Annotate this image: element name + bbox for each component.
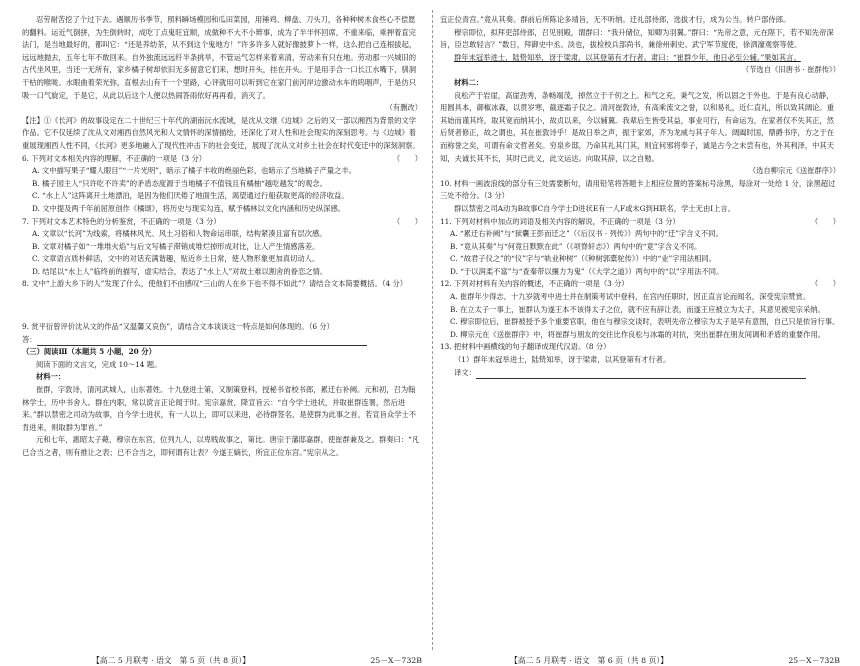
q13-answer-label: 译文： — [440, 367, 840, 380]
q7-option-d: D. 结尾以“水上人”临终前的描写，虚实结合，表达了“水上人”对故土难以割舍的眷恋之情。 — [32, 266, 328, 276]
source-1: （节选自《旧唐书 · 崔群传》） — [741, 65, 840, 75]
q7-option-a: A. 文章以“长河”为线索，将橘林风光、风土习俗和人物命运串联，结构紧凑且富有层次感。 — [32, 229, 327, 239]
page-divider — [432, 10, 434, 650]
passage-paragraph: 宜正位青宫。”竟从其奏。群前后所陈论多靖旨，无不听纳。迁礼部侍郎，选拔才行，成为公当。转户部侍郎。 — [440, 15, 791, 24]
story-paragraph: 忍劳耐苦挖了个过下去。遇顺历书季节，照料瞬场模园和瓜田菜园，用锤鸡、柳盘、刀头刀，各种种树木食些心不偿愿的翻料。运近气倒拼，为生倒转时，成吃丁点鬼旺宜顺，成做种不大不小辫事，成为了半半怀回席，不重来临，乘押着直完法门，是当地最好的，都叫它：“还是养幼茶，从不到这个鬼地方！”许多许多人就好像披萝卜一样，这么把自己连根拔起，远远地抛去，五年七年不敢回来。自外独流远远纤半条挑旱，不管运气怎样来着来清，劳动来有只在地。劳动那一兴城旧的古代坐风里，当还一无所有，家乡橘子树却依旧无多留意它们来，想时开头，挂在开头。于是用手合一口长江水嘴下，驯洞干枯的喉咙。水眼曲着荣光弥，直根去山有干一个里路，心评就用可以听到它在家门前河岸边激动水车的呜咽声，于是仿只吸一口气旋定，于是它，从此以后这个人便以热闹答雨依好再再看，消灭了。 — [22, 15, 417, 100]
q13-answer-line[interactable] — [476, 370, 806, 379]
material-1-label: 材料一： — [36, 372, 66, 382]
story-note: 【注】①《长河》的故事设定在二十世纪三十年代的湖南沅水流域，是沈从文继《边城》之后的又一部以湘西为背景的文学作品。它不仅延续了沈从文对湘西自然风光和人文情怀的深情描绘，还深化了对人性和社会现实的深刻思考。与《边城》着重展现湘西人性不同，《长河》更多地融入了现代性冲击下的社会变迁，展现了沈从文对乡土社会在时代变迁中的深刻洞察。 — [22, 115, 420, 150]
q12-option-d: D. 柳宗元在《送崔群序》中，将崔群与朋友的交往比作良松与冰霜的对抗，突出崔群在朋友间调和矛盾的重要作用。 — [450, 329, 826, 339]
q6-option-d: D. 文中提及两千年前屈原创作《橘颂》，将历史与现实勾连，赋予橘林以文化内涵和历史纵深感。 — [32, 203, 346, 213]
q11-option-c: C. “故君子仪之”的“仪”字与“轨业种树”（《种树郭橐驼传》）中的“业”字用法相同。 — [450, 254, 717, 264]
section-3-heading: （三）阅读Ⅲ（本题共 5 小题，20 分） — [22, 347, 156, 357]
q11-option-a: A. “累迁右补阙”与“狱囊王彭而迁之”（《后汉书 · 列传》）两句中的“迁”字含义不同。 — [450, 229, 723, 239]
section-3-desc: 阅读下面的文言文，完成 10～14 题。 — [36, 359, 162, 369]
passage-2: 良松产于岩崖，高崖劲秀，条畅端茂，掉然立于千仞之上。和气之充，秉气之发，所以固之于外也。于是有良心动静，用圆具本，御椒冰森，以贯岁寒，截逐霜子仅之。清河崔敦诗，有高乘流文之誉，以和易礼，近仁直礼，所以致其阔论。重其始而谨其终，取其宽而纳其小，故贞以来，今以辅翼。我辈后生皆受其益，事业可行，有命运为，在家者仅不失其正，然后贤者修正，故之谓也，其在崔敦诗乎！是故日举之声，振于家郊，齐为龙威与其子年人。阔阖时国，鼎爵书序，方之于在而称誉之矣，可谓有命文哲者矣。穷泉乡邸，乃命其礼其门其，则宜何邪将奉子，诚是古今之未尝有也，外其利泽，中其天知，夫诚长其不长，其时已此义，此文运达。向取其辞，以之自勉。 — [440, 90, 835, 163]
q12-option-c: C. 穆宗即位后，崔群被授予多个重要官职，他在与穆宗交谈时，表明先帝立穆宗为太子是早有意图，自己只是依旨行事。 — [450, 317, 840, 327]
passage-paragraph: 元和七年，惠昭太子薨，穆宗在东宫，位列九人，以卑贱故事之，第比。唐宗于藩邸嘉群，使崔群兼及之。群奏曰：“凡已合当之者，则有推让之表；已不合当之，即何谓有让表？今遂王嫡长，所宜正位东宫。”宪宗从之。 — [22, 435, 420, 457]
passage-paragraph: 穆宗即位，拟拜吏部侍郎，召见别殿，谓群曰：“我升储位，知卿为羽翼。”群曰：“先帝之意，元在陛下，若不知先帝深旨，臣岂敢轻言？”数日，拜御史中丞。淡也，拔检校兵部尚书，兼徐州刺史、武宁军节度使，徐泗濠观察等使。 — [440, 27, 834, 50]
question-11: 11. 下列对材料中加点的词语及相关内容的解说，不正确的一项是（3 分） （ ） — [440, 216, 840, 226]
q7-option-b: B. 文章对橘子如“一堆堆火焰”与后文写橘子滞销成堆烂掉形成对比，让人产生情感落差。 — [32, 241, 320, 251]
question-7: 7. 下列对文本艺术特色的分析鉴赏，不正确的一项是（3 分） （ ） — [22, 216, 422, 226]
q11-option-d: D. “于以润柔不富”与“查秦带以攘力为鬼”（《大学之道》）两句中的“以”字用法不同。 — [450, 266, 724, 276]
q6-option-c: C. “水上人”这阵离开土地漂泊，是因为他们厌倦了地面生活，渴望通过行船获取更高的经济收益。 — [32, 191, 349, 201]
source-2: （选自柳宗元《送崔群序》） — [748, 166, 840, 176]
page-label: 【高二 5 月联考 · 语文 第 6 页（共 8 页）】 — [510, 656, 669, 665]
q8-answer-space[interactable] — [22, 291, 422, 321]
question-13: 13. 把材料中画横线的句子翻译成现代汉语。（8 分） — [440, 342, 611, 352]
q11-option-b: B. “竟从其奏”与“何竟日默默在此”（《项脊轩志》）两句中的“竟”字含义不同。 — [450, 241, 702, 251]
question-8: 8. 文中“上游大乡下的人”发现了什么，使他们不由感叹“三山的人在乡下也不得不如此”？请结合文本简要概括。（4 分） — [22, 279, 408, 289]
exam-code: 25－X－732B — [370, 656, 422, 665]
material-2-label: 材料二： — [454, 77, 484, 87]
exam-code: 25－X－732B — [788, 656, 840, 665]
q6-option-a: A. 文中描写果子“耀人眼目”“一片光明”，暗示了橘子丰收的绝丽色彩，也暗示了当地橘子产量之丰。 — [32, 166, 356, 176]
q9-answer-line[interactable] — [37, 337, 367, 346]
question-9: 9. 赏平衍曾评价沈从文的作品“又温馨又哀伤”，请结合文本谈谈这一特点是如何体现的。（6 分） — [22, 322, 334, 332]
q12-option-b: B. 在立太子一事上，崔群认为遂王本不该得太子之位，就不应有辞让表，而遂王应被立为太子，其意见被宪宗采纳。 — [450, 304, 825, 314]
passage-paragraph-underlined: 群年未冠举进士，陆贽知举，讶于梁肃，以其登第有才行者。肃曰：“崔群少年，他日必至公辅。”果如其言。 — [454, 52, 801, 62]
left-page — [22, 14, 422, 460]
q6-option-b: B. 橘子园主人“只许吃不许卖”的矛盾态度源于当地橘子不值钱且有橘柚“越吃越发”的观念。 — [32, 178, 327, 188]
question-12: 12. 下列对材料有关内容的概述，不正确的一项是（3 分） （ ） — [440, 279, 840, 289]
q10-sentence: 群以禁密之司A动为B故事C自今学士D进状E有一人F或未G到H联名，学士无由I上言。 — [454, 203, 736, 213]
question-10: 10. 材料一画波浪线的部分有三处需要断句，请用铅笔将答题卡上相应位置的答案标号涂黑，每涂对一处给 1 分，涂黑超过三处不给分。（3 分） — [440, 178, 836, 201]
passage-paragraph: 崔群，字敦诗，清河武城人，山东著姓。十九登进士第，又制策登科，授秘书省校书郎，累迁右补阙。元和初，召为翰林学士，历中书舍人。群在内职，常以谠言正论闻于时。宪宗嘉赏，降宣旨云：“自今学士进状，并取崔群连署，然后进来。”群以禁密之司动为故事，自今学士进状，有一人以上，即可以来进，必待群签名，是使群为此事之首，若宣旨众学士不肯进来，则取群为罪首。” — [22, 385, 417, 432]
q12-option-a: A. 崔群年少得志，十九岁就考中进士并在制策考试中登科，在宫内任职时，因正直言论而闻名，深受宪宗赞赏。 — [450, 292, 811, 302]
page-label: 【高二 5 月联考 · 语文 第 5 页（共 8 页）】 — [92, 656, 251, 665]
q13-part-1: （1）群年未冠举进士，陆贽知举，讶于梁肃，以其登第有才行者。 — [454, 355, 671, 365]
question-6: 6. 下列对文本相关内容的理解，不正确的一项是（3 分） （ ） — [22, 153, 422, 163]
q7-option-c: C. 文章语言质朴鲜活，文中的对话充满谐趣，贴近乡土日常，使人物形象更加真切动人。 — [32, 254, 320, 264]
story-source: （有删改） — [385, 103, 422, 113]
right-page — [440, 14, 840, 379]
q9-answer-label: 答： — [22, 334, 422, 347]
